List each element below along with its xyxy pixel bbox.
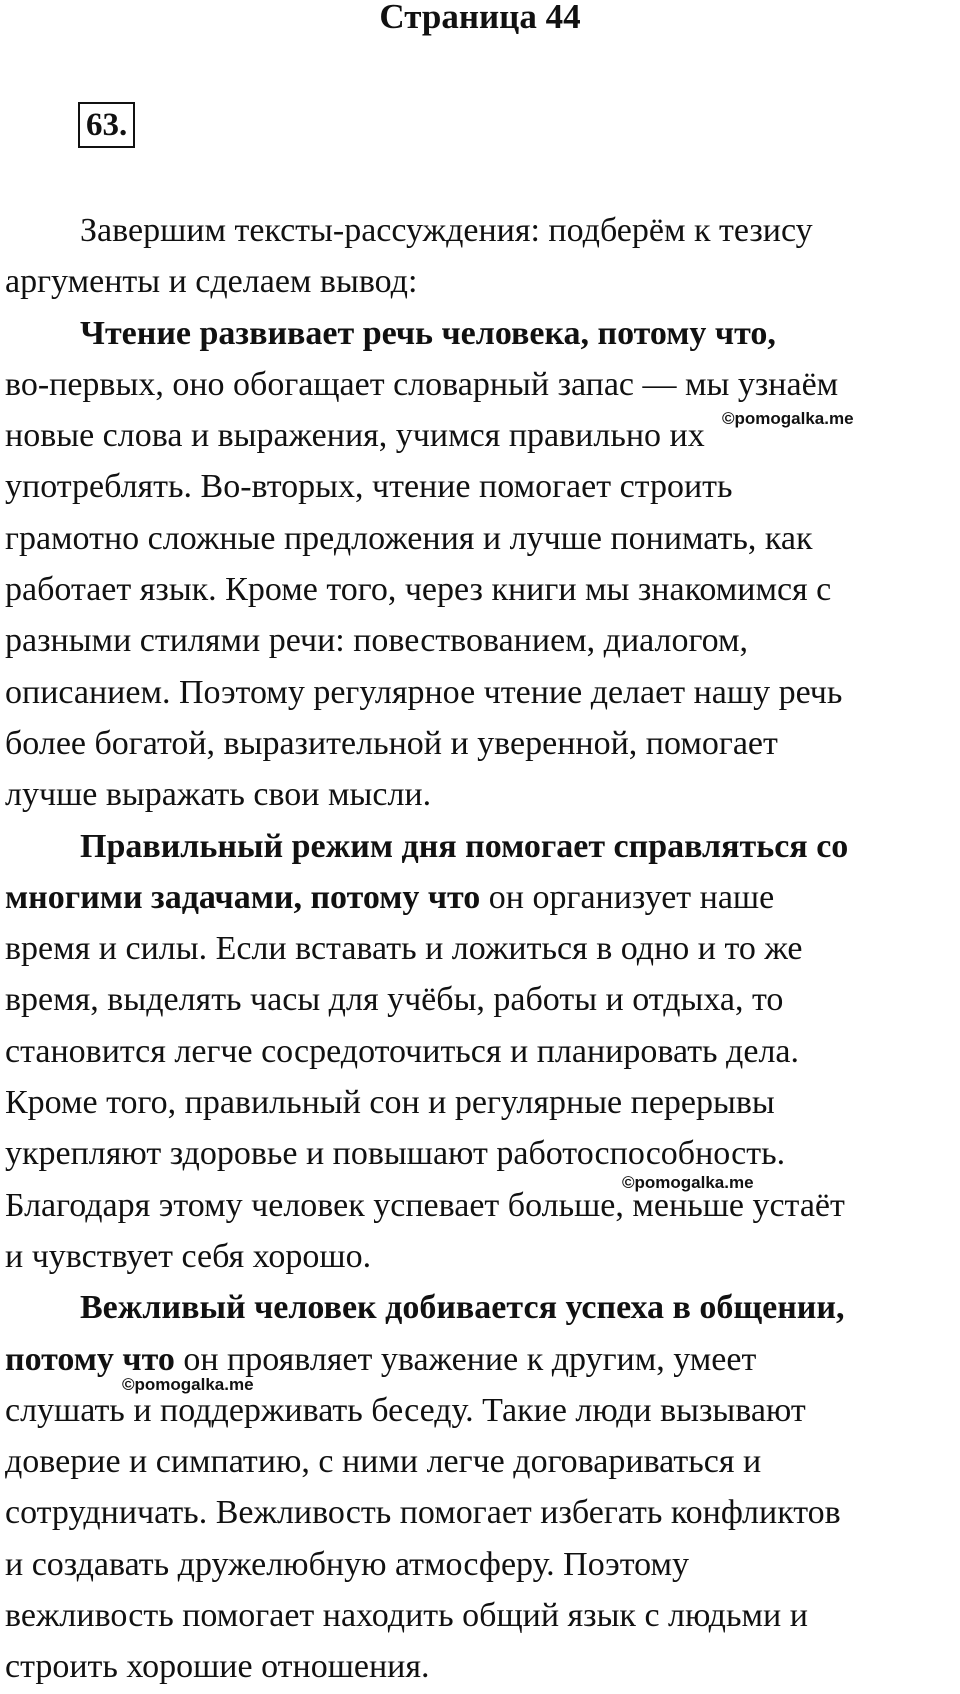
text-line: доверие и симпатию, с ними легче договариваться и (5, 1443, 762, 1481)
watermark: ©pomogalka.me (622, 1173, 754, 1192)
thesis-bold: потому что (5, 1340, 175, 1378)
text-line: во-первых, оно обогащает словарный запас — мы узнаём (5, 365, 839, 403)
text-line: описанием. Поэтому регулярное чтение делает нашу речь (5, 673, 843, 711)
text-line: разными стилями речи: повествованием, диалогом, (5, 622, 748, 660)
text-line: строить хорошие отношения. (5, 1648, 430, 1686)
text-line: грамотно сложные предложения и лучше понимать, как (5, 519, 813, 557)
text-line: укрепляют здоровье и повышают работоспособность. (5, 1135, 786, 1173)
text-line: время, выделять часы для учёбы, работы и отдыха, то (5, 981, 784, 1019)
watermark: ©pomogalka.me (122, 1375, 254, 1394)
text-span: он проявляет уважение к другим, умеет (174, 1340, 757, 1378)
text-line: новые слова и выражения, учимся правильно их (5, 417, 705, 455)
thesis-bold: Вежливый человек добивается успеха в общении, (80, 1289, 845, 1327)
text-line: и чувствует себя хорошо. (5, 1237, 372, 1275)
text-line: лучше выражать свои мысли. (5, 776, 432, 814)
thesis-routine (5, 821, 960, 872)
text-line: Благодаря этому человек успевает больше, меньше устаёт (5, 1186, 845, 1224)
text-line (5, 872, 960, 923)
text-line: становится легче сосредоточиться и планировать дела. (5, 1032, 800, 1070)
page-title: Страница 44 (379, 0, 581, 36)
thesis-bold: Правильный режим дня помогает справляться со (80, 827, 849, 865)
thesis-politeness (5, 1282, 960, 1333)
text-line: употреблять. Во-вторых, чтение помогает строить (5, 468, 733, 506)
thesis-reading (5, 308, 960, 359)
intro-line: Завершим тексты-рассуждения: подберём к тезису (80, 212, 813, 249)
text-line: слушать и поддерживать беседу. Такие люди вызывают (5, 1391, 806, 1429)
text-line: вежливость помогает находить общий язык с людьми и (5, 1597, 808, 1635)
task-number: 63. (78, 102, 135, 148)
intro-line: аргументы и сделаем вывод: (5, 263, 418, 301)
thesis-bold: многими задачами, потому что (5, 878, 481, 916)
text-line: время и силы. Если вставать и ложиться в одно и то же (5, 930, 803, 968)
text-line: и создавать дружелюбную атмосферу. Поэтому (5, 1545, 690, 1583)
text-line: Кроме того, правильный сон и регулярные перерывы (5, 1084, 775, 1122)
text-line: сотрудничать. Вежливость помогает избегать конфликтов (5, 1494, 841, 1532)
text-line: более богатой, выразительной и уверенной, помогает (5, 724, 778, 762)
thesis-bold: Чтение развивает речь человека, потому что, (80, 314, 776, 352)
text-span: он организует наше (480, 878, 775, 916)
watermark: ©pomogalka.me (722, 409, 854, 428)
text-line: работает язык. Кроме того, через книги мы знакомимся с (5, 571, 832, 609)
